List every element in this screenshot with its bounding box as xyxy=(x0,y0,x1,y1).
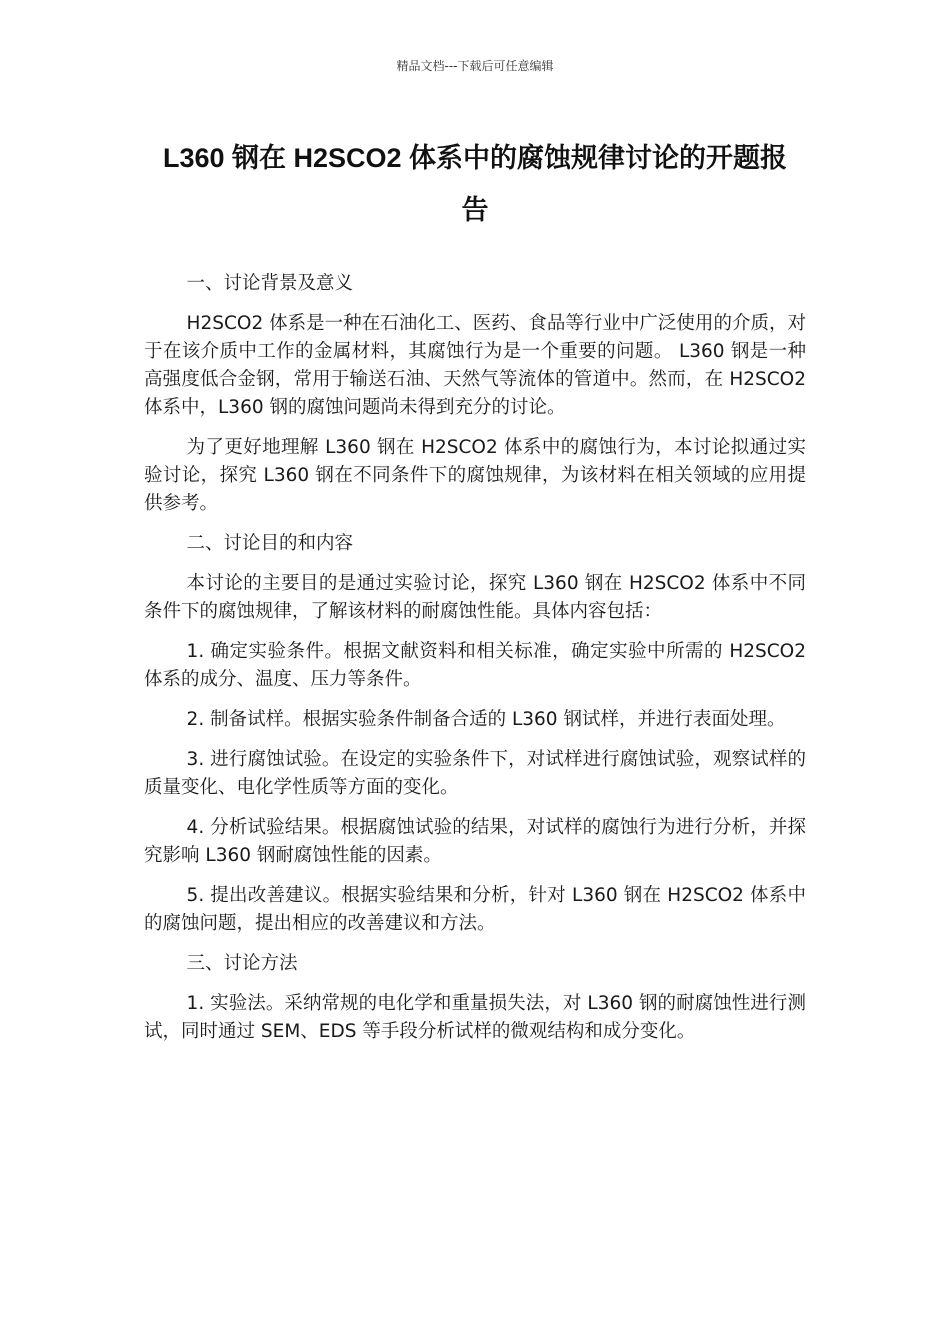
paragraph-purpose-intro: 本讨论的主要目的是通过实验讨论，探究 L360 钢在 H2SCO2 体系中不同条件下的腐蚀规律，了解该材料的耐腐蚀性能。具体内容包括： xyxy=(144,573,806,622)
document-title-line-1: L360 钢在 H2SCO2 体系中的腐蚀规律讨论的开题报 xyxy=(162,143,788,173)
section-heading-purpose: 二、讨论目的和内容 xyxy=(186,533,354,554)
list-item-purpose-1: 1. 确定实验条件。根据文献资料和相关标准，确定实验中所需的 H2SCO2 体系的成分、温度、压力等条件。 xyxy=(144,641,806,690)
list-item-method-1: 1. 实验法。采纳常规的电化学和重量损失法，对 L360 钢的耐腐蚀性进行测试，同时通过 SEM、EDS 等手段分析试样的微观结构和成分变化。 xyxy=(144,993,806,1042)
page-header-note: 精品文档---下载后可任意编辑 xyxy=(396,59,554,73)
list-item-purpose-5: 5. 提出改善建议。根据实验结果和分析，针对 L360 钢在 H2SCO2 体系中的腐蚀问题，提出相应的改善建议和方法。 xyxy=(144,885,806,934)
paragraph-background-1: H2SCO2 体系是一种在石油化工、医药、食品等行业中广泛使用的介质，对于在该介质中工作的金属材料，其腐蚀行为是一个重要的问题。 L360 钢是一种高强度低合金钢，常用于输送石油、天然气等流体的管道中。然而，在 H2SCO2 体系中，L360 钢的腐蚀问题尚未得到充分的讨论。 xyxy=(144,313,806,418)
paragraph-background-2: 为了更好地理解 L360 钢在 H2SCO2 体系中的腐蚀行为，本讨论拟通过实验讨论，探究 L360 钢在不同条件下的腐蚀规律，为该材料在相关领域的应用提供参考。 xyxy=(144,437,806,514)
document-title xyxy=(140,132,810,236)
section-heading-method: 三、讨论方法 xyxy=(186,953,298,974)
document-body xyxy=(144,270,806,1058)
section-heading-background: 一、讨论背景及意义 xyxy=(186,273,354,294)
list-item-purpose-3: 3. 进行腐蚀试验。在设定的实验条件下，对试样进行腐蚀试验，观察试样的质量变化、电化学性质等方面的变化。 xyxy=(144,749,806,798)
document-title-line-2: 告 xyxy=(461,195,489,225)
list-item-purpose-4: 4. 分析试验结果。根据腐蚀试验的结果，对试样的腐蚀行为进行分析，并探究影响 L360 钢耐腐蚀性能的因素。 xyxy=(144,817,806,866)
list-item-purpose-2: 2. 制备试样。根据实验条件制备合适的 L360 钢试样，并进行表面处理。 xyxy=(186,709,786,730)
